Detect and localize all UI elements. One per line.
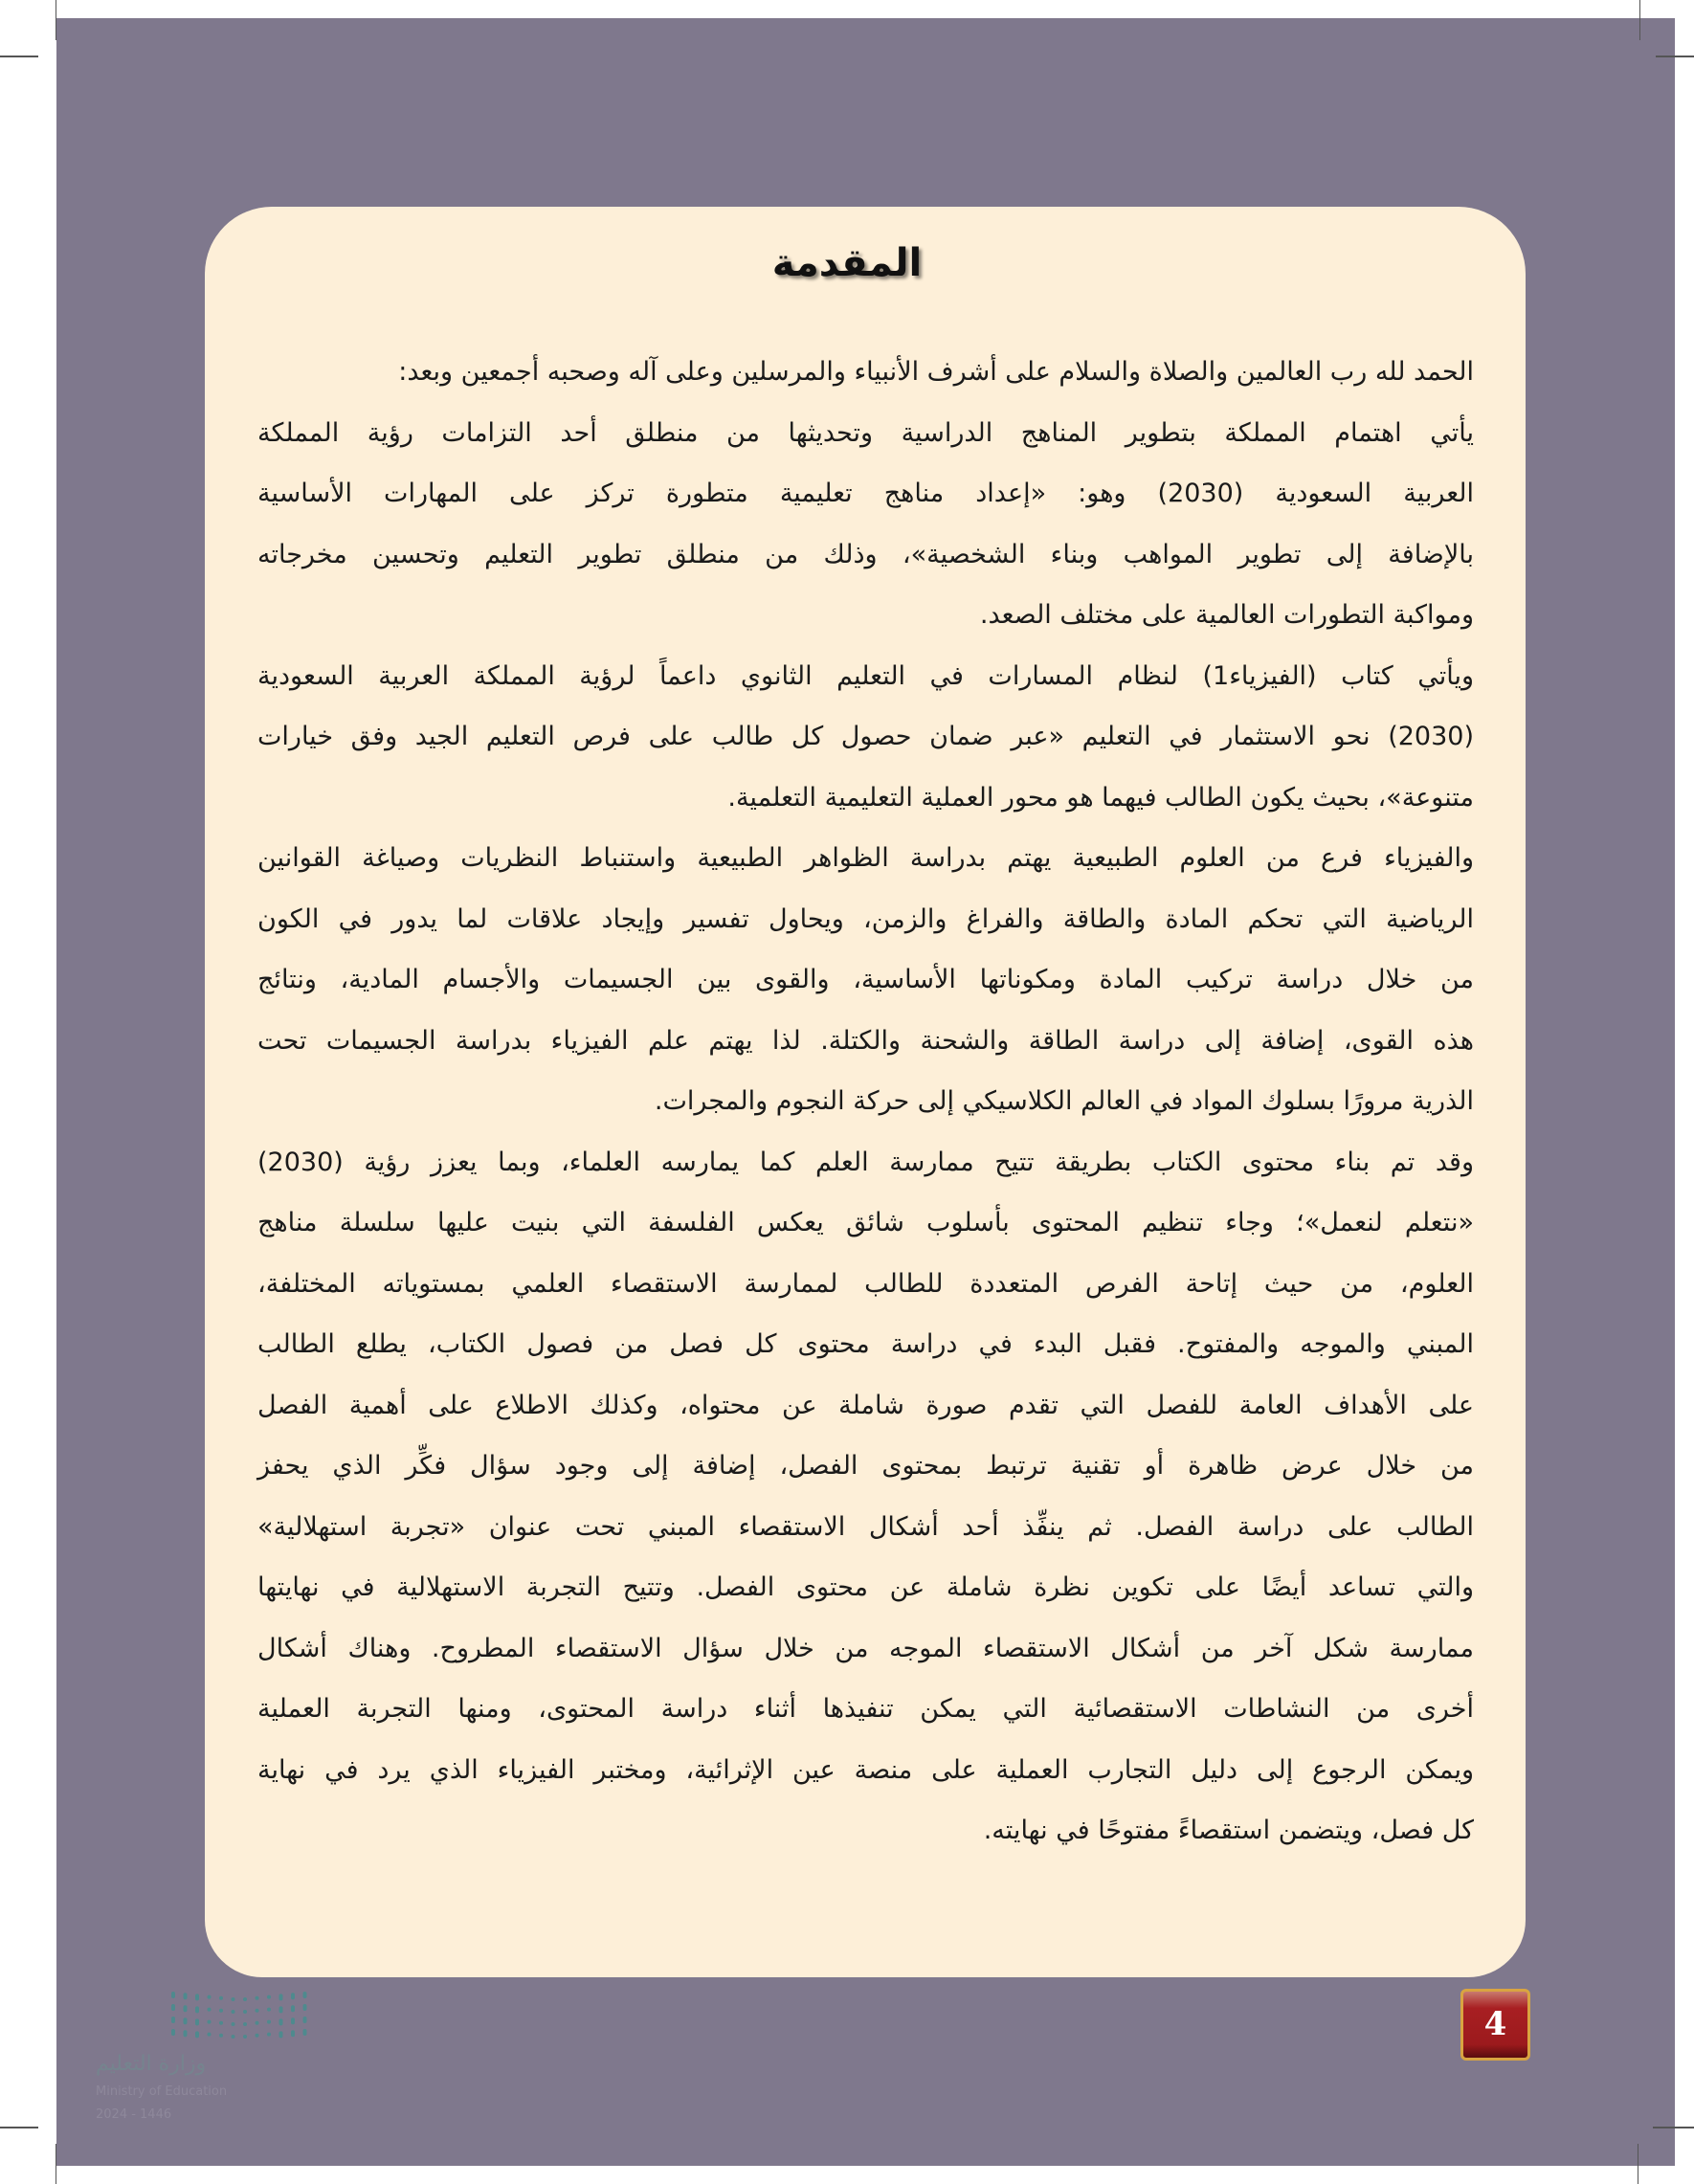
logo-dot bbox=[171, 2004, 175, 2011]
paragraph-line: ويمكن الرجوع إلى دليل التجارب العملية على منصة عين الإثرائية، ومختبر الفيزياء الذي يرد في نهاية bbox=[257, 1754, 1474, 1785]
paragraph-line: الرياضية التي تحكم المادة والطاقة والفراغ والزمن، ويحاول تفسير وإيجاد علاقات لما يدور في الكون bbox=[257, 903, 1474, 934]
paragraph-line: والفيزياء فرع من العلوم الطبيعية يهتم بدراسة الظواهر الطبيعية واستنباط النظريات وصياغة القوانين bbox=[257, 843, 1474, 873]
paragraph-line: والتي تساعد أيضًا على تكوين نظرة شاملة عن محتوى الفصل. وتتيح التجربة الاستهلالية في نهايتها bbox=[257, 1572, 1474, 1602]
paragraph-line: ويأتي كتاب (الفيزياء1) لنظام المسارات في التعليم الثانوي داعماً لرؤية المملكة العربية السعودية bbox=[257, 660, 1475, 691]
logo-dot bbox=[171, 1992, 175, 1998]
crop-mark bbox=[0, 56, 38, 57]
logo-dot bbox=[267, 2008, 271, 2012]
logo-dot bbox=[219, 2021, 223, 2025]
crop-mark bbox=[1653, 2127, 1694, 2128]
paragraph-line: ومواكبة التطورات العالمية على مختلف الصعد. bbox=[979, 600, 1474, 630]
logo-dot bbox=[208, 1995, 212, 1999]
logo-name-ar: وزارة التعليم bbox=[96, 2052, 207, 2076]
paragraph-line: على الأهداف العامة للفصل التي تقدم صورة شاملة عن محتواه، وكذلك الاطلاع على أهمية الفصل bbox=[257, 1390, 1474, 1420]
paragraph-line: «نتعلم لنعمل»؛ وجاء تنظيم المحتوى بأسلوب شائق يعكس الفلسفة التي بنيت عليها سلسلة مناهج bbox=[257, 1208, 1474, 1237]
logo-dot bbox=[171, 2017, 175, 2023]
paragraph-line: كل فصل، ويتضمن استقصاءً مفتوحًا في نهايته. bbox=[983, 1816, 1474, 1845]
logo-dot bbox=[232, 2035, 235, 2039]
crop-mark bbox=[0, 2127, 38, 2128]
logo-name-en: Ministry of Education bbox=[96, 2084, 228, 2099]
crop-mark bbox=[1656, 56, 1694, 57]
logo-dot bbox=[279, 2031, 283, 2038]
logo-dot bbox=[267, 2033, 271, 2037]
paragraph-line: وقد تم بناء محتوى الكتاب بطريقة تتيح ممارسة العلم كما يمارسه العلماء، وبما يعزز رؤية (2030) bbox=[257, 1147, 1474, 1177]
logo-dot bbox=[256, 2021, 259, 2025]
logo-dot bbox=[256, 1996, 259, 2000]
logo-dot bbox=[232, 2010, 235, 2014]
page-title: المقدمة bbox=[771, 241, 923, 285]
logo-dot bbox=[267, 2020, 271, 2024]
logo-dot bbox=[243, 2022, 247, 2026]
paragraph-line: العلوم، من حيث إتاحة الفرص المتعددة للطالب لممارسة الاستقصاء العلمي بمستوياته المختلفة، bbox=[257, 1268, 1474, 1299]
introduction-body bbox=[257, 342, 1474, 1861]
logo-dot bbox=[267, 1995, 271, 1999]
logo-dot bbox=[219, 1996, 223, 2000]
paragraph-line: الذرية مرورًا بسلوك المواد في العالم الكلاسيكي إلى حركة النجوم والمجرات. bbox=[654, 1086, 1474, 1116]
ministry-logo bbox=[96, 1989, 325, 2132]
logo-dot bbox=[195, 2006, 199, 2013]
paragraph-line: العربية السعودية (2030) وهو: «إعداد مناهج تعليمية متطورة تركز على المهارات الأساسية bbox=[257, 479, 1475, 508]
logo-dot bbox=[243, 1997, 247, 2001]
logo-dot bbox=[195, 2018, 199, 2025]
logo-dot bbox=[279, 2006, 283, 2013]
logo-dot bbox=[243, 2035, 247, 2039]
logo-dot bbox=[303, 2017, 307, 2023]
logo-dot bbox=[291, 2005, 295, 2012]
logo-dot bbox=[256, 2009, 259, 2013]
logo-dot bbox=[303, 1992, 307, 1998]
logo-dot bbox=[184, 2005, 188, 2012]
logo-dot bbox=[256, 2034, 259, 2038]
paragraph-line: من خلال عرض ظاهرة أو تقنية ترتبط بمحتوى الفصل، إضافة إلى وجود سؤال فكِّر الذي يحفز bbox=[257, 1451, 1474, 1481]
paragraph-line: الطالب على دراسة الفصل. ثم ينفِّذ أحد أشكال الاستقصاء المبني تحت عنوان «تجربة استهلالية» bbox=[257, 1511, 1474, 1542]
logo-dot bbox=[208, 2033, 212, 2037]
logo-dot bbox=[232, 1997, 235, 2001]
paragraph-line: الحمد لله رب العالمين والصلاة والسلام على أشرف الأنبياء والمرسلين وعلى آله وصحبه أجمعين وبعد: bbox=[398, 357, 1474, 387]
logo-dots-icon bbox=[167, 1989, 316, 2042]
logo-dot bbox=[171, 2029, 175, 2036]
paragraph-line: ممارسة شكل آخر من أشكال الاستقصاء الموجه من خلال سؤال الاستقصاء المطروح. وهناك أشكال bbox=[257, 1633, 1474, 1663]
logo-dot bbox=[291, 2017, 295, 2024]
logo-dot bbox=[208, 2020, 212, 2024]
paragraph-line: يأتي اهتمام المملكة بتطوير المناهج الدراسية وتحديثها من منطلق أحد التزامات رؤية المملكة bbox=[257, 417, 1474, 448]
paragraph-line: المبني والموجه والمفتوح. فقبل البدء في دراسة محتوى كل فصل من فصول الكتاب، يطلع الطالب bbox=[257, 1329, 1474, 1359]
paragraph-line: من خلال دراسة تركيب المادة ومكوناتها الأساسية، والقوى بين الجسيمات والأجسام المادية، ونتائج bbox=[257, 965, 1474, 994]
paragraph-line: بالإضافة إلى تطوير المواهب وبناء الشخصية»، وذلك من منطلق تطوير التعليم وتحسين مخرجاته bbox=[257, 539, 1474, 569]
paragraph-line: (2030) نحو الاستثمار في التعليم «عبر ضمان حصول كل طالب على فرص التعليم الجيد وفق خيارات bbox=[257, 722, 1474, 751]
logo-dot bbox=[291, 2030, 295, 2037]
logo-dot bbox=[195, 2031, 199, 2038]
paragraph-line: هذه القوى، إضافة إلى دراسة الطاقة والشحنة والكتلة. لذا يهتم علم الفيزياء بدراسة الجسيمات تحت bbox=[257, 1025, 1474, 1056]
logo-dot bbox=[184, 1993, 188, 1999]
logo-dot bbox=[279, 2018, 283, 2025]
logo-dot bbox=[184, 2017, 188, 2024]
logo-year: 2024 - 1446 bbox=[96, 2107, 172, 2122]
logo-dot bbox=[232, 2022, 235, 2026]
logo-dot bbox=[208, 2008, 212, 2012]
paragraph-line: متنوعة»، بحيث يكون الطالب فيهما هو محور العملية التعليمية التعلمية. bbox=[727, 782, 1474, 813]
logo-dot bbox=[243, 2010, 247, 2014]
logo-dot bbox=[291, 1993, 295, 1999]
logo-dot bbox=[184, 2030, 188, 2037]
logo-dot bbox=[303, 2004, 307, 2011]
crop-mark bbox=[1639, 0, 1640, 40]
logo-dot bbox=[279, 1994, 283, 2000]
logo-dot bbox=[195, 1994, 199, 2000]
page-number: 4 bbox=[1460, 1989, 1530, 2061]
logo-dot bbox=[303, 2029, 307, 2036]
paragraph-line: أخرى من النشاطات الاستقصائية التي يمكن تنفيذها أثناء دراسة المحتوى، ومنها التجربة العملية bbox=[257, 1694, 1474, 1724]
logo-dot bbox=[219, 2034, 223, 2038]
logo-dot bbox=[219, 2009, 223, 2013]
